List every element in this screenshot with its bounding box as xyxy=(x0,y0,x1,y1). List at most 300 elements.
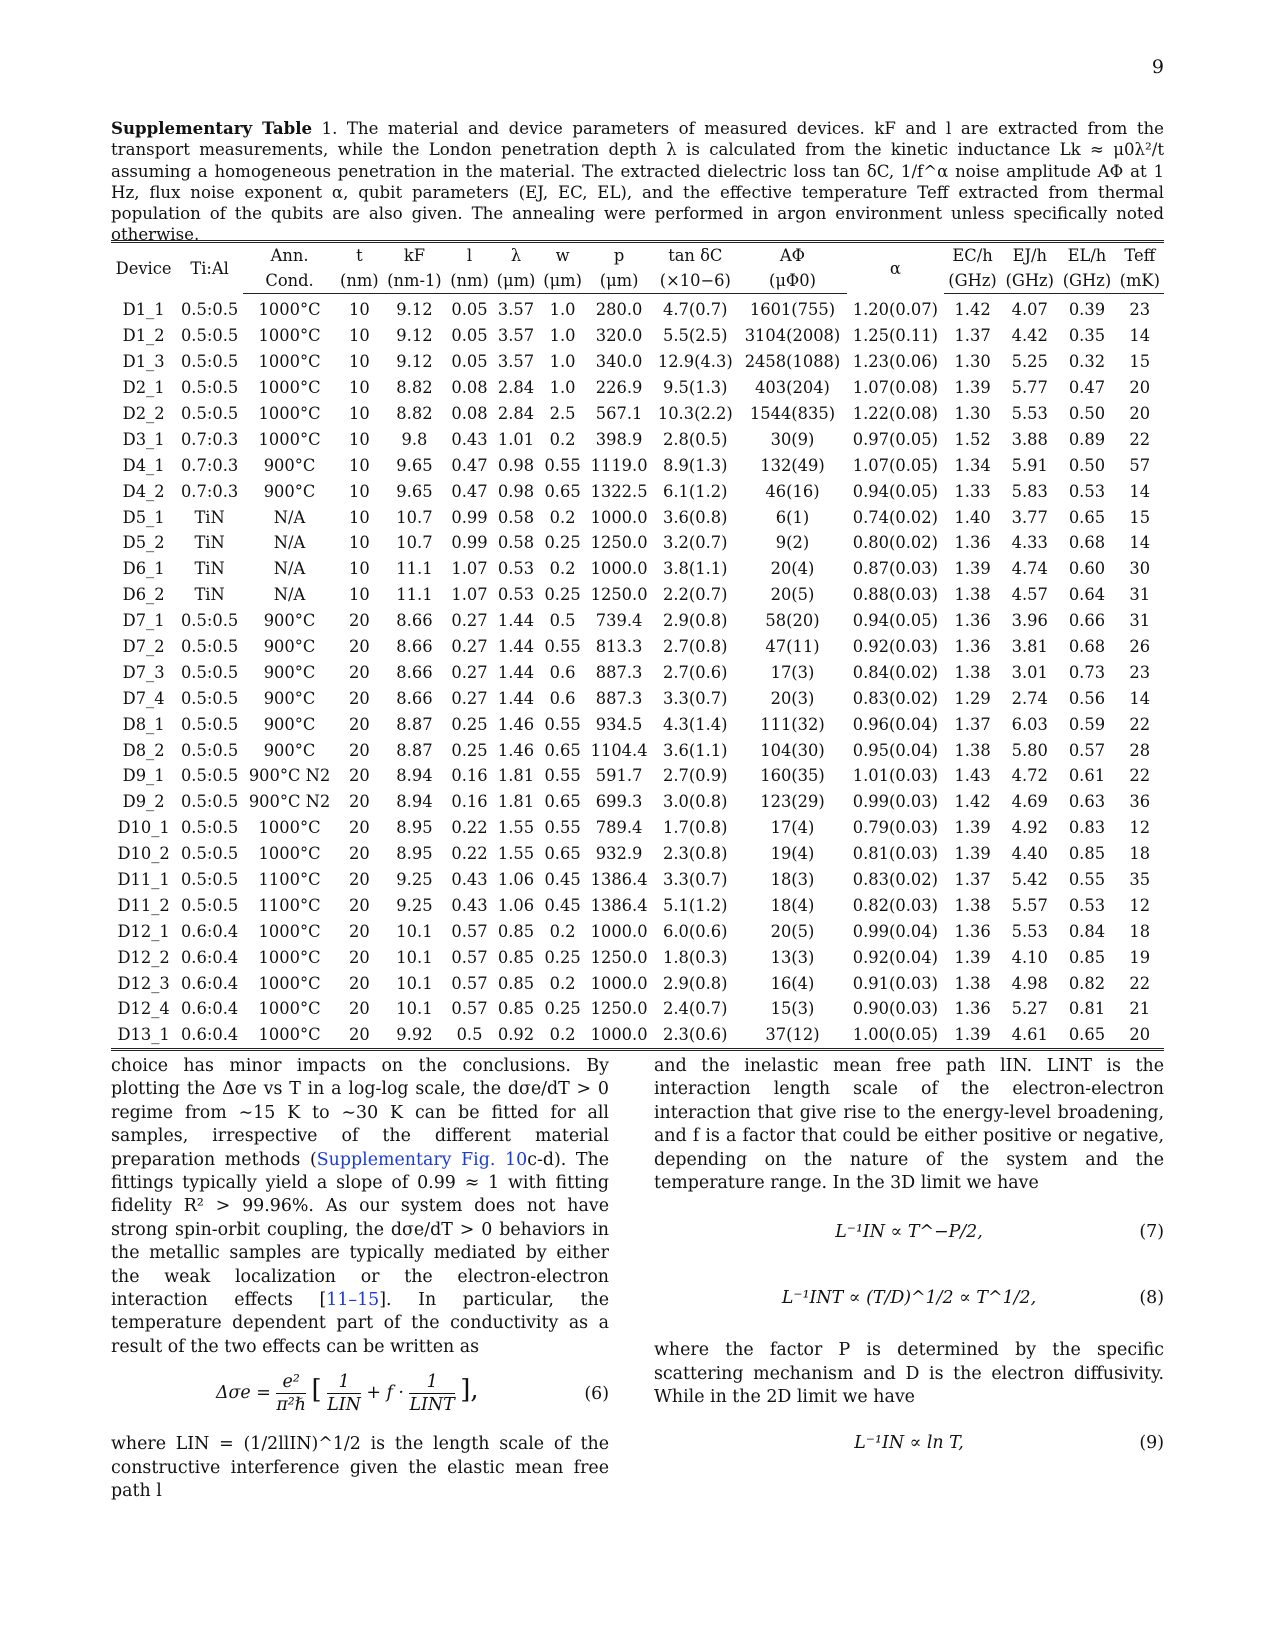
table-cell: 0.25 xyxy=(451,740,488,760)
eq6-bracket-close: ], xyxy=(460,1375,479,1406)
table-cell: 0.43 xyxy=(451,870,488,890)
left-paragraph-1-part-c: ]. In particular, the temperature dependent part of the conductivity as a result of the two effects can be written as xyxy=(111,1290,609,1357)
table-cell: 9.92 xyxy=(396,1025,433,1045)
table-cell: 1601(755) xyxy=(749,300,836,320)
table-row xyxy=(111,659,1164,685)
table-cell: 0.08 xyxy=(451,378,488,398)
citation-11-15-link[interactable]: 11–15 xyxy=(326,1290,380,1311)
table-cell: 2.7(0.9) xyxy=(663,766,728,786)
table-cell: 0.92(0.04) xyxy=(852,947,938,967)
table-cell: 10.1 xyxy=(396,921,433,941)
table-cell: 934.5 xyxy=(595,714,643,734)
table-cell: 3.6(0.8) xyxy=(663,507,728,527)
equation-6-number: (6) xyxy=(584,1384,609,1405)
table-cell: D1_2 xyxy=(122,326,165,346)
table-cell: D10_2 xyxy=(117,844,170,864)
table-cell: 0.58 xyxy=(497,507,535,527)
header-cell: EJ/h xyxy=(1012,246,1047,265)
table-cell: 0.98 xyxy=(497,481,535,501)
table-cell: N/A xyxy=(273,559,306,579)
table-cell: D7_4 xyxy=(122,688,165,708)
table-cell: 0.5:0.5 xyxy=(180,740,239,760)
table-cell: 0.65 xyxy=(1068,507,1106,527)
table-cell: 0.5:0.5 xyxy=(180,895,239,915)
table-cell: 2.5 xyxy=(549,404,576,423)
header-unit-cell: (μm) xyxy=(539,268,586,294)
table-cell: 0.57 xyxy=(451,999,488,1019)
left-paragraph-1 xyxy=(111,1055,609,1359)
table-row xyxy=(111,737,1164,763)
table-cell: 1.07 xyxy=(451,585,488,605)
table-cell: 1386.4 xyxy=(590,895,648,915)
table-cell: 20 xyxy=(348,740,370,760)
header-unit-cell: (GHz) xyxy=(1058,268,1115,294)
table-cell: 15(3) xyxy=(770,999,815,1019)
header-unit-cell: (nm) xyxy=(446,268,492,294)
table-cell: 1000°C xyxy=(258,921,321,941)
header-cell: Ann. xyxy=(270,246,309,265)
table-cell: 0.53 xyxy=(1068,481,1106,501)
table-cell: 0.65 xyxy=(544,740,581,760)
table-cell: 28 xyxy=(1129,740,1151,760)
table-cell: 0.90(0.03) xyxy=(852,999,938,1019)
table-cell: 36 xyxy=(1129,792,1151,812)
table-row xyxy=(111,556,1164,582)
header-cell: Ti:Al xyxy=(190,258,229,278)
table-cell: 0.39 xyxy=(1068,300,1106,320)
table-cell: 0.08 xyxy=(451,404,488,423)
table-cell: 0.61 xyxy=(1068,766,1106,786)
table-cell: 0.16 xyxy=(451,792,488,812)
table-cell: 0.5:0.5 xyxy=(180,404,239,423)
table-cell: 20 xyxy=(348,921,370,941)
table-cell: 0.25 xyxy=(451,714,488,734)
table-cell: D8_2 xyxy=(122,740,165,760)
table-cell: 3.96 xyxy=(1011,611,1048,631)
table-cell: 0.47 xyxy=(1068,378,1106,398)
table-cell: 0.5:0.5 xyxy=(180,714,239,734)
header-unit-cell: (nm) xyxy=(336,268,382,294)
table-cell: 0.5:0.5 xyxy=(180,870,239,890)
table-cell: 0.25 xyxy=(544,585,581,605)
table-cell: 0.25 xyxy=(544,999,581,1019)
table-cell: 0.92(0.03) xyxy=(852,637,938,657)
table-cell: 4.92 xyxy=(1011,818,1048,838)
table-cell: 0.79(0.03) xyxy=(852,818,938,838)
table-cell: 5.27 xyxy=(1011,999,1048,1019)
table-row xyxy=(111,711,1164,737)
table-cell: 8.87 xyxy=(396,740,433,760)
table-cell: 0.99 xyxy=(451,533,488,553)
table-cell: D12_3 xyxy=(117,973,170,993)
table-cell: 887.3 xyxy=(595,688,643,708)
table-cell: TiN xyxy=(194,507,225,527)
table-cell: 10.1 xyxy=(396,999,433,1019)
table-cell: 0.27 xyxy=(451,662,488,682)
table-cell: 9.25 xyxy=(396,895,433,915)
table-cell: 20 xyxy=(348,1025,370,1045)
table-header-row-2 xyxy=(111,268,1164,294)
table-cell: 58(20) xyxy=(765,611,820,631)
table-cell: 1000°C xyxy=(258,844,321,864)
table-row xyxy=(111,789,1164,815)
table-cell: 0.97(0.05) xyxy=(852,429,938,449)
table-cell: 0.63 xyxy=(1068,792,1106,812)
table-cell: 1.0 xyxy=(549,326,576,346)
table-cell: 1100°C xyxy=(258,870,321,890)
table-cell: 1.34 xyxy=(954,455,991,475)
header-unit-cell: (nm-1) xyxy=(383,268,447,294)
table-cell: 1250.0 xyxy=(590,585,648,605)
table-cell: 1.06 xyxy=(497,870,535,890)
table-row xyxy=(111,401,1164,427)
table-cell: 14 xyxy=(1129,533,1151,553)
table-cell: 20(4) xyxy=(770,559,815,579)
table-cell: 10.3(2.2) xyxy=(657,404,733,423)
table-row xyxy=(111,815,1164,841)
table-row xyxy=(111,970,1164,996)
table-cell: 10 xyxy=(348,507,370,527)
table-cell: 10 xyxy=(348,378,370,398)
table-cell: 0.2 xyxy=(549,973,576,993)
table-cell: 8.66 xyxy=(396,637,433,657)
table-cell: 20 xyxy=(1129,378,1151,398)
table-cell: 1.55 xyxy=(497,844,535,864)
table-cell: 0.53 xyxy=(497,585,535,605)
table-cell: 9.12 xyxy=(396,352,433,372)
table-cell: 0.05 xyxy=(451,326,488,346)
table-cell: 10 xyxy=(348,429,370,449)
table-cell: 8.9(1.3) xyxy=(663,455,728,475)
equation-6 xyxy=(111,1365,609,1431)
table-cell: 1.39 xyxy=(954,559,991,579)
table-row xyxy=(111,582,1164,608)
table-cell: 1.25(0.11) xyxy=(852,326,938,346)
table-cell: D13_1 xyxy=(117,1025,170,1045)
eq6-denominator: π²ℏ xyxy=(276,1395,306,1416)
table-cell: 1.37 xyxy=(954,714,991,734)
table-cell: 0.85 xyxy=(497,999,535,1019)
table-cell: 1322.5 xyxy=(590,481,648,501)
table-cell: 4.98 xyxy=(1011,973,1048,993)
table-cell: 1.43 xyxy=(954,766,991,786)
table-cell: 0.85 xyxy=(497,947,535,967)
table-cell: 20 xyxy=(348,688,370,708)
table-cell: 340.0 xyxy=(595,352,643,372)
table-cell: 0.5:0.5 xyxy=(180,844,239,864)
table-cell: 1.36 xyxy=(954,921,991,941)
table-cell: 0.53 xyxy=(1068,895,1106,915)
table-cell: 1000.0 xyxy=(590,1025,648,1045)
equation-8-body: L⁻¹INT ∝ (T/D)^1/2 ∝ T^1/2, xyxy=(781,1288,1037,1309)
table-cell: 5.25 xyxy=(1011,352,1048,372)
table-cell: 5.80 xyxy=(1011,740,1048,760)
table-cell: 11.1 xyxy=(396,585,433,605)
table-cell: D9_1 xyxy=(122,766,165,786)
table-cell: 20 xyxy=(348,792,370,812)
table-cell: 900°C xyxy=(263,481,316,501)
table-cell: 1.44 xyxy=(497,688,535,708)
table-cell: 0.5 xyxy=(456,1025,483,1045)
equation-7-body: L⁻¹IN ∝ T^−P/2, xyxy=(835,1222,983,1243)
table-cell: 8.95 xyxy=(396,818,433,838)
table-cell: 23 xyxy=(1129,662,1151,682)
table-cell: 226.9 xyxy=(595,378,643,398)
table-cell: 1.44 xyxy=(497,637,535,657)
table-cell: 19 xyxy=(1129,947,1151,967)
table-cell: 14 xyxy=(1129,326,1151,346)
table-cell: 1000°C xyxy=(258,429,321,449)
table-cell: 10 xyxy=(348,326,370,346)
header-unit-cell: Cond. xyxy=(243,268,336,294)
table-body xyxy=(111,294,1164,1050)
table-cell: D7_1 xyxy=(122,611,165,631)
table-cell: TiN xyxy=(194,533,225,553)
table-cell: 20 xyxy=(348,870,370,890)
table-cell: 0.99(0.04) xyxy=(852,921,938,941)
table-cell: 15 xyxy=(1129,507,1151,527)
table-cell: 18 xyxy=(1129,844,1151,864)
table-cell: 4.07 xyxy=(1011,300,1048,320)
table-cell: 20 xyxy=(348,637,370,657)
table-cell: 0.56 xyxy=(1068,688,1106,708)
table-cell: 0.83(0.02) xyxy=(852,870,938,890)
table-cell: 0.68 xyxy=(1068,533,1106,553)
table-row xyxy=(111,530,1164,556)
header-unit-cell: (×10−6) xyxy=(652,268,738,294)
table-row xyxy=(111,763,1164,789)
table-cell: 0.16 xyxy=(451,766,488,786)
table-cell: 0.7:0.3 xyxy=(180,481,239,501)
table-cell: 1.07 xyxy=(451,559,488,579)
table-cell: 0.2 xyxy=(549,1025,576,1045)
table-cell: 20 xyxy=(348,895,370,915)
table-cell: 3.0(0.8) xyxy=(663,792,728,812)
table-cell: 1.38 xyxy=(954,662,991,682)
table-cell: 0.43 xyxy=(451,429,488,449)
table-cell: 1.0 xyxy=(549,352,576,372)
table-cell: 1000.0 xyxy=(590,507,648,527)
equation-9-body: L⁻¹IN ∝ ln T, xyxy=(854,1432,964,1453)
table-cell: 4.69 xyxy=(1011,792,1048,812)
table-cell: 0.85 xyxy=(497,921,535,941)
table-cell: 20 xyxy=(348,947,370,967)
table-cell: 19(4) xyxy=(770,844,815,864)
table-cell: 0.91(0.03) xyxy=(852,973,938,993)
table-cell: D5_2 xyxy=(122,533,165,553)
header-cell: Device xyxy=(115,258,172,278)
table-cell: 0.7:0.3 xyxy=(180,429,239,449)
header-cell: tan δC xyxy=(668,246,723,265)
header-cell: w xyxy=(555,246,570,265)
table-cell: 1.39 xyxy=(954,818,991,838)
header-unit-cell: (GHz) xyxy=(1001,268,1058,294)
table-cell: 0.94(0.05) xyxy=(852,481,938,501)
table-cell: 0.2 xyxy=(549,559,576,579)
table-cell: 0.32 xyxy=(1068,352,1106,372)
table-cell: 0.55 xyxy=(544,455,581,475)
table-cell: 20(5) xyxy=(770,585,815,605)
eq6-bracket-open: [ xyxy=(311,1375,322,1406)
table-cell: 699.3 xyxy=(595,792,643,812)
header-cell: p xyxy=(613,246,625,265)
header-cell: EC/h xyxy=(952,246,993,265)
table-cell: D12_1 xyxy=(117,921,170,941)
eq6-numerator: e² xyxy=(282,1372,300,1393)
table-cell: 0.50 xyxy=(1068,455,1106,475)
table-cell: 3.8(1.1) xyxy=(663,559,728,579)
table-cell: N/A xyxy=(273,585,306,605)
table-cell: 1.29 xyxy=(954,688,991,708)
table-cell: 3.57 xyxy=(497,326,535,346)
table-cell: D9_2 xyxy=(122,792,165,812)
table-cell: 1250.0 xyxy=(590,999,648,1019)
table-cell: 0.85 xyxy=(1068,947,1106,967)
table-row xyxy=(111,918,1164,944)
table-cell: 0.80(0.02) xyxy=(852,533,938,553)
table-header-row-1 xyxy=(111,242,1164,269)
table-cell: 3.01 xyxy=(1011,662,1048,682)
table-cell: 0.27 xyxy=(451,688,488,708)
table-cell: 0.57 xyxy=(451,921,488,941)
table-cell: 1000°C xyxy=(258,818,321,838)
header-cell: AΦ xyxy=(779,246,806,265)
table-cell: 1.44 xyxy=(497,611,535,631)
supplementary-fig-10-link[interactable]: Supplementary Fig. 10 xyxy=(316,1149,528,1170)
left-paragraph-1-part-b: c-d). The fittings typically yield a slope of 0.99 ≈ 1 with fitting fidelity R² > 99.96%. As our system does not have strong spin-orbit coupling, the dσe/dT > 0 behaviors in the metallic samples are typically mediated by either the weak localization or the electron-electron interaction effects [ xyxy=(111,1149,610,1311)
table-cell: 0.95(0.04) xyxy=(852,740,938,760)
table-cell: D3_1 xyxy=(122,429,165,449)
table-cell: 1.42 xyxy=(954,300,991,320)
table-cell: 8.82 xyxy=(396,404,433,423)
left-text-column xyxy=(111,1055,609,1504)
equation-9-number: (9) xyxy=(1139,1432,1164,1453)
table-cell: 1544(835) xyxy=(749,404,836,423)
table-cell: 1.36 xyxy=(954,611,991,631)
table-cell: 22 xyxy=(1129,714,1151,734)
table-cell: 8.66 xyxy=(396,662,433,682)
table-cell: 398.9 xyxy=(595,429,643,449)
table-cell: 813.3 xyxy=(595,637,643,657)
table-cell: 320.0 xyxy=(595,326,643,346)
table-cell: 0.68 xyxy=(1068,637,1106,657)
table-cell: 1000.0 xyxy=(590,973,648,993)
equation-7-number: (7) xyxy=(1139,1222,1164,1243)
table-cell: 5.42 xyxy=(1011,870,1048,890)
table-cell: 10.7 xyxy=(396,533,433,553)
table-cell: 9.12 xyxy=(396,300,433,320)
table-cell: 1.22(0.08) xyxy=(852,404,938,423)
table-cell: 20 xyxy=(348,818,370,838)
table-cell: 23 xyxy=(1129,300,1151,320)
table-cell: 0.27 xyxy=(451,611,488,631)
table-cell: 1.20(0.07) xyxy=(852,300,938,320)
table-cell: 18 xyxy=(1129,921,1151,941)
table-cell: 9.25 xyxy=(396,870,433,890)
header-unit-cell: (μΦ0) xyxy=(738,268,847,294)
table-cell: 567.1 xyxy=(595,404,643,423)
table-cell: 0.55 xyxy=(1068,870,1106,890)
equation-6-term-2 xyxy=(409,1371,454,1416)
header-cell: Teff xyxy=(1124,246,1156,265)
eq6-term2-den: LINT xyxy=(409,1395,455,1416)
table-cell: 1.8(0.3) xyxy=(663,947,728,967)
table-cell: 0.98 xyxy=(497,455,535,475)
table-cell: 5.5(2.5) xyxy=(663,326,728,346)
table-cell: 3104(2008) xyxy=(744,326,841,346)
table-cell: 2.7(0.8) xyxy=(663,637,728,657)
table-cell: 31 xyxy=(1129,611,1151,631)
table-cell: 1.38 xyxy=(954,740,991,760)
table-cell: 3.77 xyxy=(1011,507,1048,527)
table-cell: 0.5:0.5 xyxy=(180,818,239,838)
table-cell: 1000°C xyxy=(258,973,321,993)
table-cell: 3.6(1.1) xyxy=(663,740,728,760)
table-cell: 1000.0 xyxy=(590,559,648,579)
table-cell: 2.7(0.6) xyxy=(663,662,728,682)
table-cell: 6.1(1.2) xyxy=(663,481,728,501)
table-cell: 1.0 xyxy=(549,300,576,320)
right-paragraph-2: where the factor P is determined by the specific scattering mechanism and D is the electron diffusivity. While in the 2D limit we have xyxy=(654,1340,1164,1408)
header-cell: l xyxy=(466,246,473,265)
table-cell: 2.8(0.5) xyxy=(663,429,728,449)
header-cell: α xyxy=(889,258,901,278)
table-cell: 20 xyxy=(348,611,370,631)
table-cell: 2.74 xyxy=(1011,688,1048,708)
table-cell: 17(3) xyxy=(770,662,815,682)
table-cell: 10 xyxy=(348,559,370,579)
table-cell: 0.2 xyxy=(549,507,576,527)
table-cell: 900°C xyxy=(263,740,316,760)
table-cell: 1250.0 xyxy=(590,947,648,967)
table-cell: 0.6:0.4 xyxy=(180,947,239,967)
table-cell: D2_1 xyxy=(122,378,165,398)
table-cell: 12 xyxy=(1129,895,1151,915)
table-cell: D11_2 xyxy=(117,895,170,915)
table-cell: 37(12) xyxy=(765,1025,820,1045)
table-cell: 1.30 xyxy=(954,404,991,423)
table-cell: 0.88(0.03) xyxy=(852,585,938,605)
table-cell: 5.91 xyxy=(1011,455,1048,475)
table-cell: 0.81 xyxy=(1068,999,1106,1019)
table-cell: 0.65 xyxy=(544,792,581,812)
table-cell: D7_2 xyxy=(122,637,165,657)
device-parameter-table xyxy=(111,240,1164,1051)
table-cell: 6(1) xyxy=(775,507,810,527)
table-cell: 0.5:0.5 xyxy=(180,688,239,708)
table-cell: 10 xyxy=(348,404,370,423)
table-row xyxy=(111,323,1164,349)
equation-6-term-1 xyxy=(327,1371,361,1416)
table-cell: 46(16) xyxy=(765,481,820,501)
header-cell: EL/h xyxy=(1067,246,1107,265)
table-cell: 5.1(1.2) xyxy=(663,895,728,915)
table-row xyxy=(111,944,1164,970)
table-cell: 1000°C xyxy=(258,378,321,398)
table-cell: 2.9(0.8) xyxy=(663,611,728,631)
table-cell: 1.39 xyxy=(954,378,991,398)
table-cell: 5.77 xyxy=(1011,378,1048,398)
table-cell: 900°C xyxy=(263,611,316,631)
table-cell: 0.6 xyxy=(549,662,576,682)
table-cell: 1.81 xyxy=(497,792,535,812)
table-cell: 887.3 xyxy=(595,662,643,682)
table-cell: 104(30) xyxy=(760,740,825,760)
table-cell: 6.03 xyxy=(1011,714,1048,734)
table-cell: 20 xyxy=(1129,404,1151,423)
table-cell: 0.5:0.5 xyxy=(180,611,239,631)
table-cell: 22 xyxy=(1129,973,1151,993)
